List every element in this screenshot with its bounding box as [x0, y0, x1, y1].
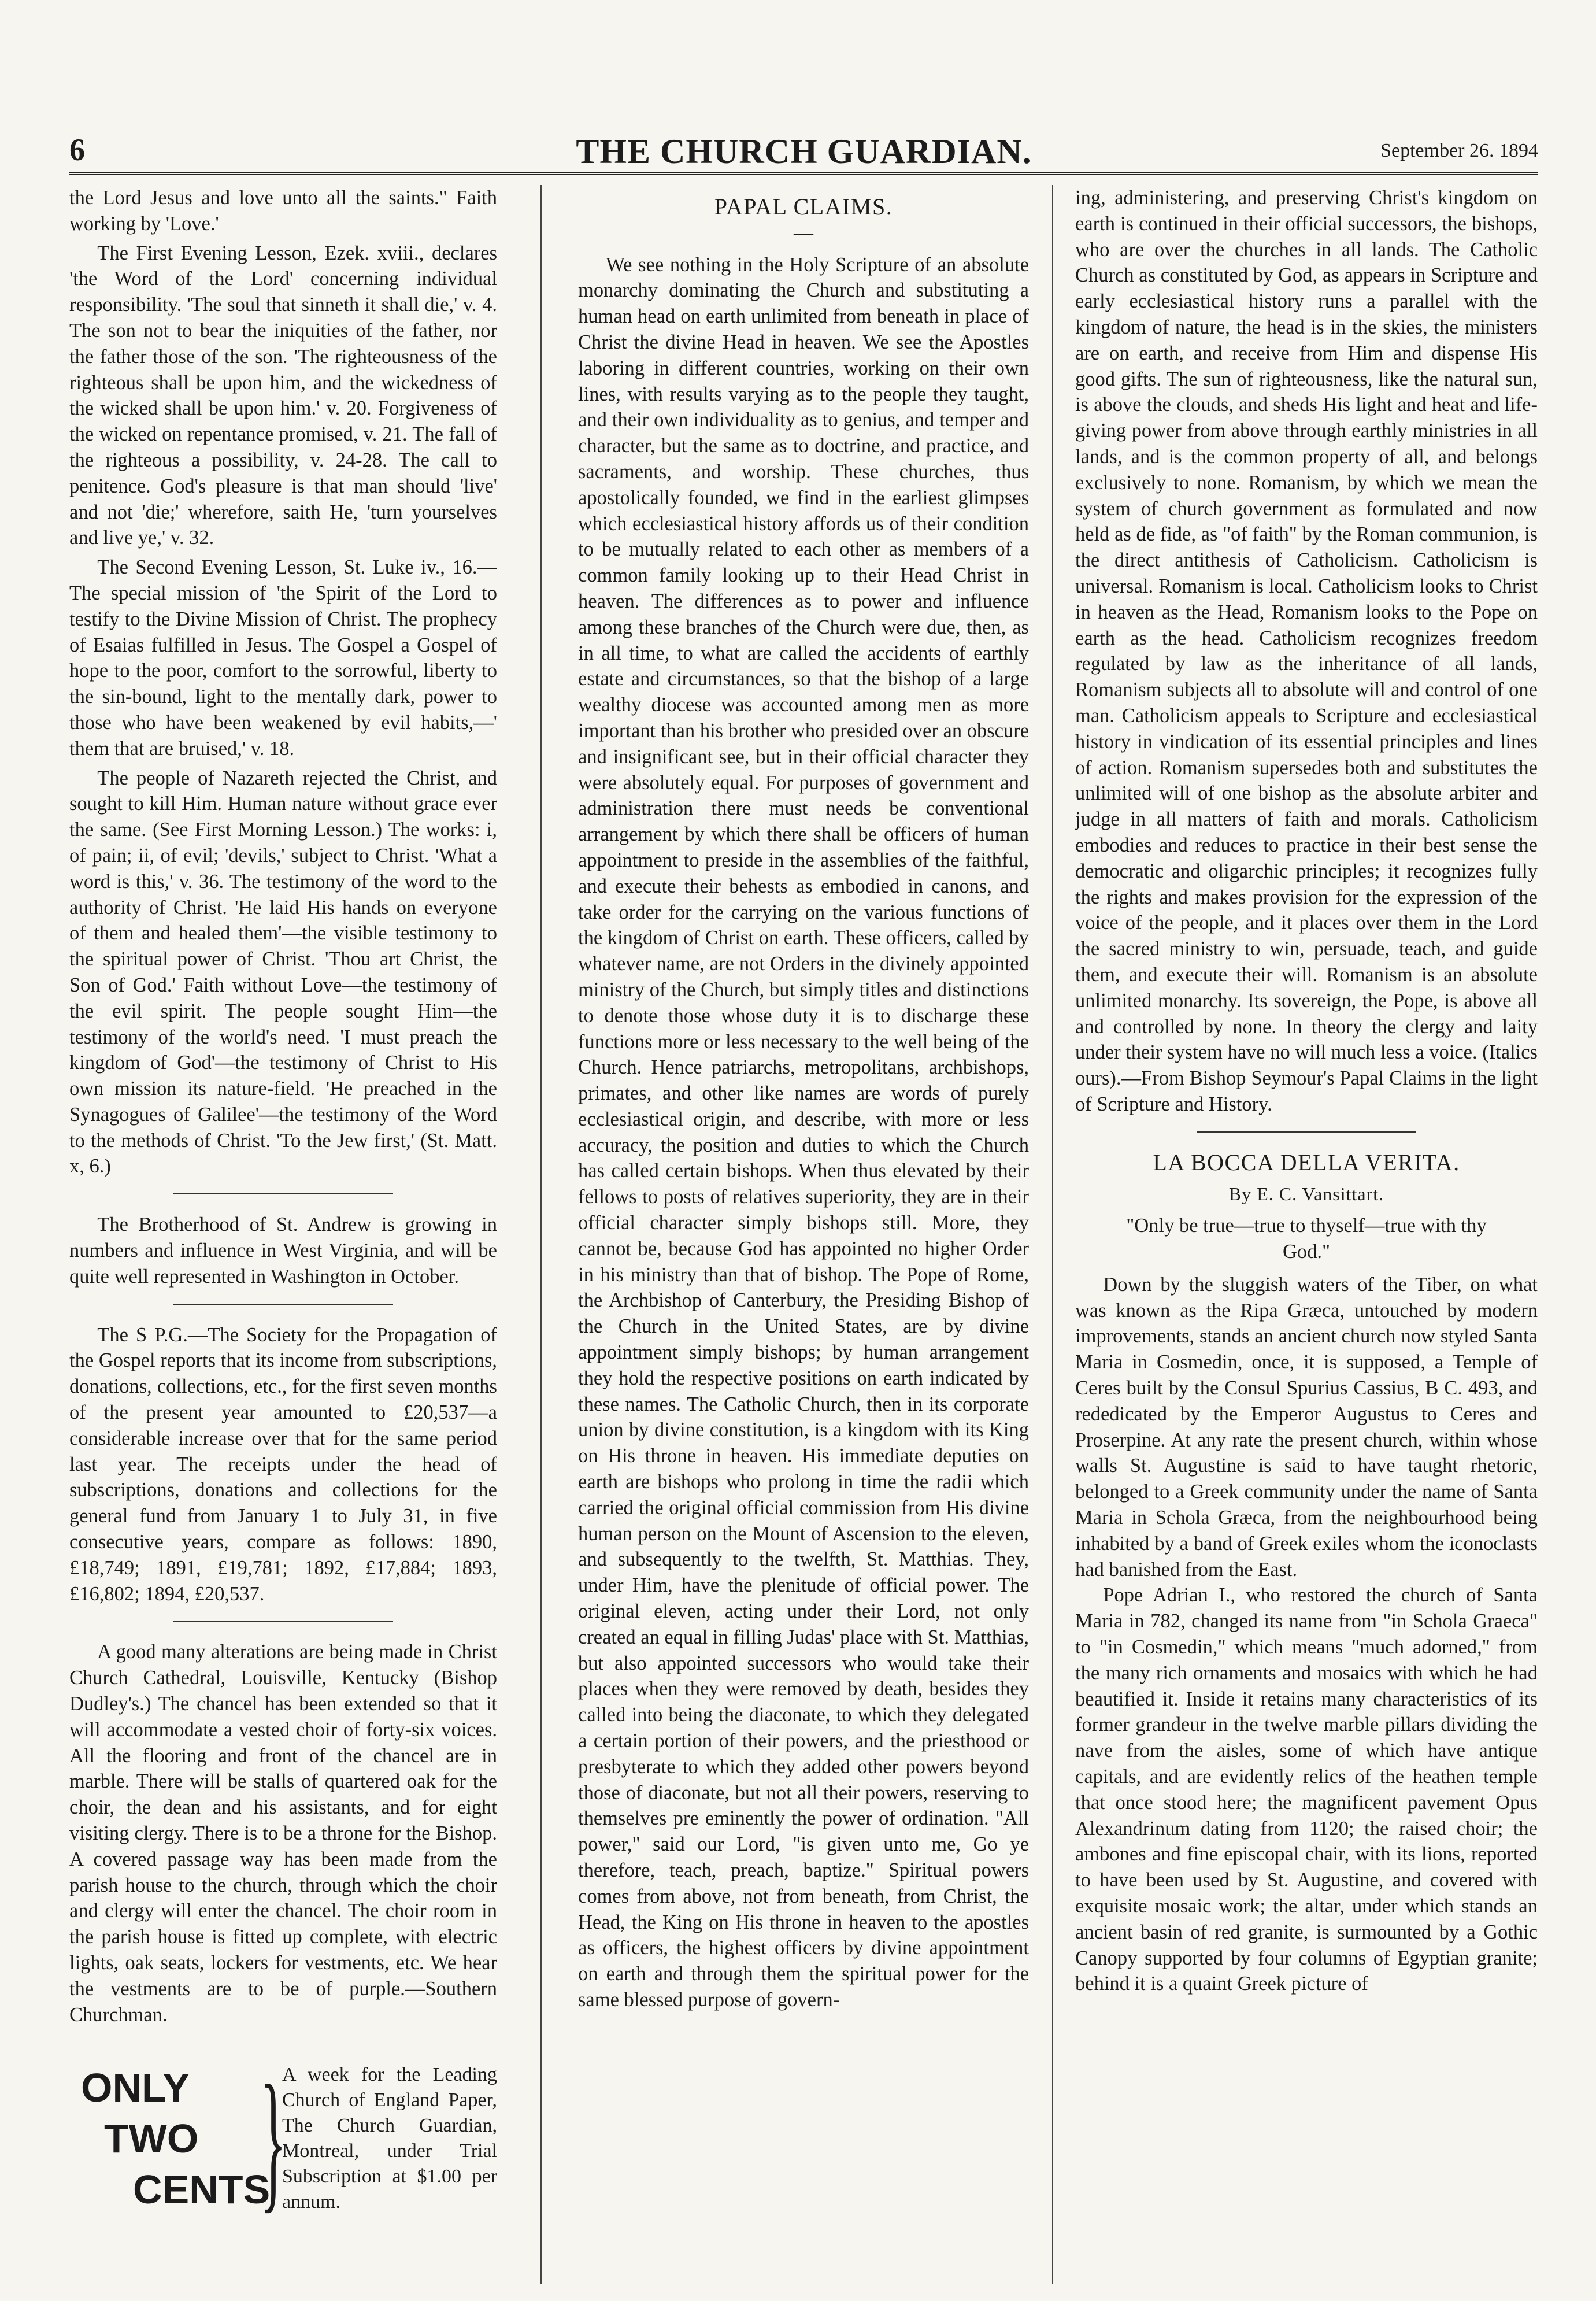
paper-title: THE CHURCH GUARDIAN.	[576, 132, 1032, 171]
paragraph: the Lord Jesus and love unto all the saints." Faith working by 'Love.'	[69, 187, 497, 235]
brace-icon: }	[260, 2054, 287, 2227]
byline: By E. C. Vansittart.	[1228, 1183, 1384, 1205]
page-number: 6	[69, 132, 85, 167]
paragraph: Down by the sluggish waters of the Tiber, on what was known as the Ripa Græca, untouched by modern improvements, stands an ancient church now styled Santa Maria in Cosmedin, once, it is supposed, a Temple of Ceres built by the Consul Spurius Cassius, B C. 493, and rededicated by the Emperor Augustus to Ceres and Proserpine. At any rate the present church, within whose walls St. Augustine is said to have taught rhetoric, belonged to a Greek community under the name of Santa Maria in Schola Græca, from the neighbourhood being inhabited by a band of Greek exiles whom the iconoclasts had banished from the East.	[1075, 1273, 1538, 1581]
article-body: We see nothing in the Holy Scripture of an absolute monarchy dominating the Church and substituting a human head on earth unlimited from beneath in place of Christ the divine Head in heaven. We see the Apostles laboring in different countries, working on their own lines, with results varying as to the people they taught, and their own individuality as to genius, and temper and character, but the same as to doctrine, and practice, and sacraments, and worship. These churches, thus apostolically founded, we find in the earliest glimpses which ecclesiastical history affords us of their condition to be mutually related to each other as members of a common family looking up to their Head Christ in heaven. The differences as to power and influence among these branches of the Church were due, then, as in all time, to what are called the accidents of earthly estate and circumstances, so that the bishop of a large wealthy diocese was accounted among men as more important than his brother who presided over an obscure and insignificant see, but in their official character they were absolutely equal. For purposes of government and administration there must needs be conventional arrangement by which there shall be officers of human appointment to preside in the assemblies of the faithful, and execute their behests as embodied in canons, and take order for the carrying on the various functions of the kingdom of Christ on earth. These officers, called by whatever name, are not Orders in the divinely appointed ministry of the Church, but simply titles and distinctions to denote those whose duty it is to discharge these functions more or less necessary to the well being of the Church. Hence patriarchs, metropolitans, archbishops, primates, and other like names are words of purely ecclesiastical origin, and describe, with more or less accuracy, the position and duties to which the Church has called certain bishops. When thus elevated by their fellows to posts of relatives superiority, they are in their official character simply bishops still. More, they cannot be, because God has appointed no higher Order in his ministry than that of bishop. The Pope of Rome, the Archbishop of Canterbury, the Presiding Bishop of the Church in the United States, are by divine appointment simply bishops; by human arrangement they hold the respective positions on earth indicated by these names. The Catholic Church, then in its corporate union by divine constitution, is a kingdom with its King on His throne in heaven. His immediate deputies on earth are bishops who prolong in time the radii which carried the original official commission from His divine human person on the Mount of Ascension to the eleven, and subsequently to the twelfth, St. Matthias. They, under Him, have the plenitude of official power. The original eleven, acting under their Lord, not only created an equal in filling Judas' place with St. Matthias, but also appointed successors who would take their places when they were removed by death, besides they called into being the diaconate, to which they delegated a certain portion of their powers, and the priesthood or presbyterate to which they added other powers beyond those of diaconate, but not all their powers, reserving to themselves pre eminently the power of ordination. "All power," said our Lord, "is given unto me, Go ye therefore, teach, preach, baptize." Spiritual powers comes from above, not from beneath, from Christ, the Head, the King on His throne in heaven to the apostles as officers, the highest officers by divine appointment on earth and through them the spiritual power for the same blessed purpose of govern-	[578, 253, 1029, 2011]
ad-line-2: TWO	[104, 2116, 199, 2162]
column-rule-1	[540, 185, 542, 2284]
news-item-spg: The S P.G.—The Society for the Propagation of the Gospel reports that its income from subscriptions, donations, collections, etc., for the first seven months of the present year amounted to £20,537—a considerable increase over that for the same period last year. The receipts under the head of subscriptions, donations and collections for the general fund from January 1 to July 31, in five consecutive years, compare as follows: 1890, £18,749; 1891, £19,781; 1892, £17,884; 1893, £16,802; 1894, £20,537.	[69, 1323, 497, 1605]
news-item-brotherhood: The Brotherhood of St. Andrew is growing in numbers and influence in West Virginia, and will be quite well represented in Washington in October.	[69, 1214, 497, 1288]
ad-text: A week for the Leading Church of England Paper, The Church Guardian, Montreal, under Trial Subscription at $1.00 per annum.	[282, 2064, 497, 2213]
column-3	[1075, 185, 1538, 2289]
subscription-advertisement	[69, 2054, 497, 2227]
ad-line-3: CENTS	[133, 2167, 271, 2213]
paragraph: The Second Evening Lesson, St. Luke iv., 16.—The special mission of 'the Spirit of the Lord to testify to the Divine Mission of Christ. The prophecy of Esaias fulfilled in Jesus. The Gospel a Gospel of hope to the poor, comfort to the sorrowful, liberty to the sin-bound, light to the mentally dark, power to those who have been weakened by evil habits,—' them that are bruised,' v. 18.	[69, 556, 497, 760]
separator	[1197, 1131, 1416, 1133]
masthead	[69, 132, 1538, 175]
separator	[173, 1621, 393, 1622]
article-heading-papal-claims: PAPAL CLAIMS.	[714, 194, 893, 220]
column-rule-2	[1052, 185, 1053, 2284]
paragraph: Pope Adrian I., who restored the church of Santa Maria in 782, changed its name from "in Schola Graeca" to "in Cosmedin," which means "much adorned," from the many rich ornaments and mosaics with which he had beautified it. Inside it retains many characteristics of its former grandeur in the twelve marble pillars dividing the nave from the aisles, some of which have antique capitals, and are evidently relics of the heathen temple that once stood here; the magnificent pavement Opus Alexandrinum dating from 1120; the raised choir; the ambones and fine episcopal chair, with its lions, reported to have been used by St. Augustine, and covered with exquisite mosaic work; the altar, under which stands an ancient basin of red granite, is surmounted by a Gothic Canopy supported by four columns of Egyptian granite; behind it is a quaint Greek picture of	[1075, 1584, 1538, 1995]
issue-date: September 26. 1894	[1380, 140, 1538, 161]
separator	[173, 1304, 393, 1305]
article-body-continued: ing, administering, and preserving Christ's kingdom on earth is continued in their official successors, the bishops, who are over the churches in all lands. The Catholic Church as constituted by God, as appears in Scripture and early ecclesiastical history runs a parallel with the kingdom of nature, the head is in the skies, the ministers are on earth, and receive from Him and dispense His good gifts. The sun of righteousness, like the natural sun, is above the clouds, and sheds His light and heat and life-giving power from above through earthly ministries in all lands, and is the common property of all, and belongs exclusively to none. Romanism, by which we mean the system of church government as formulated and now held as de fide, as "of faith" by the Roman communion, is the direct antithesis of Catholicism. Catholicism is universal. Romanism is local. Catholicism looks to Christ in heaven as the Head, Romanism looks to the Pope on earth as the head. Catholicism recognizes freedom regulated by law as the inheritance of all lands, Romanism subjects all to absolute will and control of one man. Catholicism appeals to Scripture and ecclesiastical history in vindication of its essential principles and lines of action. Romanism supersedes both and substitutes the unlimited will of one bishop as the absolute arbiter and judge in all matters of faith and morals. Catholicism embodies and reduces to practice in their best sense the democratic and oligarchic principles; it recognizes fully the rights and makes provision for the expression of the voice of the people, and it places over them in the Lord the sacred ministry to win, persuade, teach, and guide them, and execute their will. Romanism is an absolute unlimited monarchy. Its sovereign, the Pope, is above all and controlled by none. In theory the clergy and laity under their system have no will much less a voice. (Italics ours).—From Bishop Seymour's Papal Claims in the light of Scripture and History.	[1075, 187, 1538, 1115]
news-item-louisville: A good many alterations are being made in Christ Church Cathedral, Louisville, Kentucky (Bishop Dudley's.) The chancel has been extended so that it will accommodate a vested choir of forty-six voices. All the flooring and front of the chancel are in marble. There will be stalls of quartered oak for the choir, the dean and his assistants, and for eight visiting clergy. There is to be a throne for the Bishop. A covered passage way has been made from the parish house to the church, through which the choir and clergy will enter the chancel. The choir room in the parish house is fitted up complete, with electric lights, oak seats, lockers for vestments, etc. We hear the vestments are to be of purple.—Southern Churchman.	[69, 1641, 497, 2026]
paragraph: The people of Nazareth rejected the Christ, and sought to kill Him. Human nature without grace ever the same. (See First Morning Lesson.) The works: i, of pain; ii, of evil; 'devils,' subject to Christ. 'What a word is this,' v. 36. The testimony of the word to the authority of Christ. 'He laid His hands on everyone of them and healed them'—the visible testimony to the spiritual power of Christ. 'Thou art Christ, the Son of God.' Faith without Love—the testimony of the evil spirit. The people sought Him—the testimony of the world's need. 'I must preach the kingdom of God'—the testimony of Christ to His own mission its nature-field. 'He preached in the Synagogues of Galilee'—the testimony of the Word to the methods of Christ. 'To the Jew first,' (St. Matt. x, 6.)	[69, 767, 497, 1178]
separator	[173, 1193, 393, 1194]
ad-headline	[69, 2062, 271, 2215]
paragraph: The First Evening Lesson, Ezek. xviii., declares 'the Word of the Lord' concerning individual responsibility. 'The soul that sinneth it shall die,' v. 4. The son not to bear the iniquities of the father, nor the father those of the son. 'The righteousness of the righteous shall be upon him, and the wickedness of the wicked shall be upon him.' v. 20. Forgiveness of the wicked on repentance promised, v. 21. The fall of the righteous a possibility, v. 24-28. The call to penitence. God's pleasure is that man should 'live' and not 'die;' wherefore, saith He, 'turn yourselves and live ye,' v. 32.	[69, 242, 497, 549]
column-1	[69, 185, 497, 2289]
column-2	[578, 185, 1029, 2289]
ad-line-1: ONLY	[81, 2065, 190, 2111]
epigraph: "Only be true—true to thyself—true with thy God."	[1126, 1215, 1487, 1263]
heading-dash: —	[794, 221, 813, 243]
article-heading-bocca: LA BOCCA DELLA VERITA.	[1153, 1149, 1460, 1175]
